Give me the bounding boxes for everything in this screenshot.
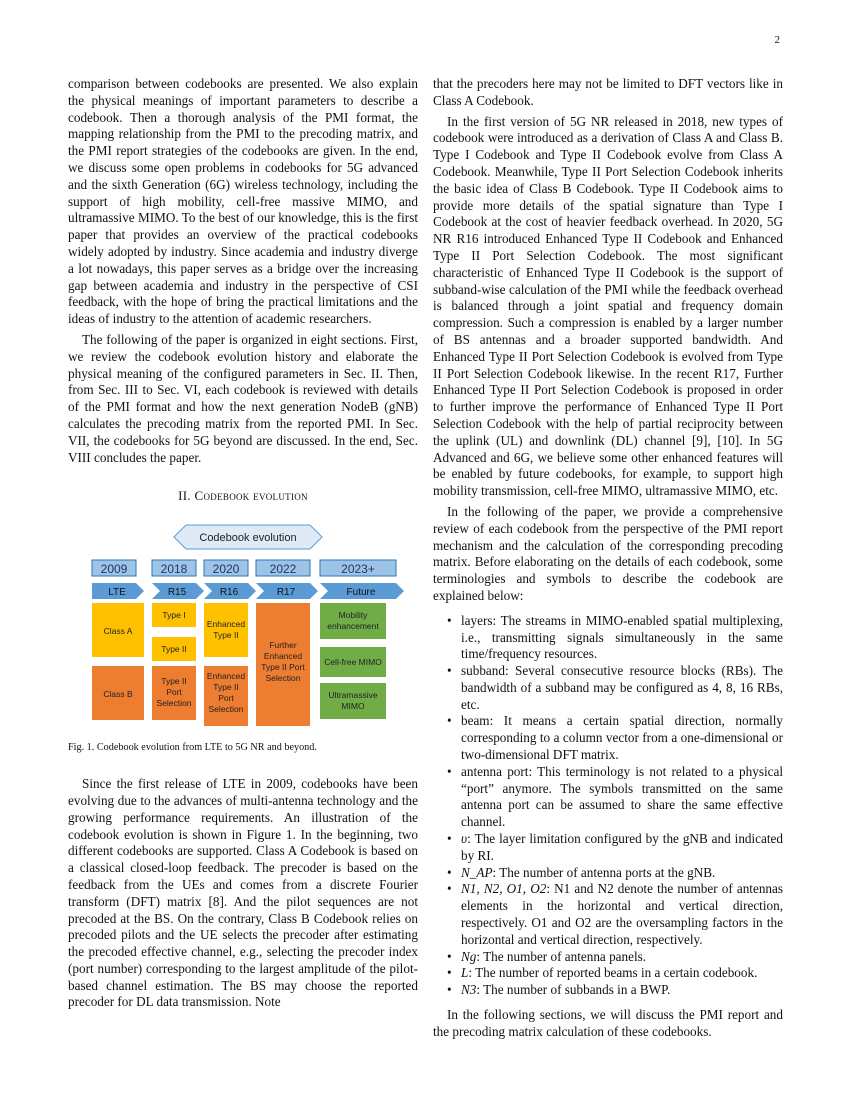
right-paragraph-1: that the precoders here may not be limited to DFT vectors like in Class A Codebook.: [433, 76, 783, 108]
term-item: • layers: The streams in MIMO-enabled spatial multiplexing, i.e., transmitting signals simultaneously in the same time/frequency resources.: [461, 613, 783, 663]
year-label: 2009: [100, 562, 128, 577]
left-paragraph-3: Since the first release of LTE in 2009, codebooks have been evolving due to the advances of multi-antenna technology and the growing performance requirements. An illustration of the codebook evolution is shown in Figure 1. In the beginning, two different codebooks are supported. Class A Codebook is based on a classical closed-loop feedback. The precoder is based on the feedback from the UEs and comes from a discrete Fourier transform (DFT) matrix [8]. And the pilot sequences are not precoded at the BS. On the contrary, Class B Codebook relies on precoded pilots and the UE selects the precoder after estimating the precoded effective channel, e.g., selecting the precoder index (port number) corresponding to the largest amplitude of the pilot-based channel estimation. The BS may choose the reported precoder for DL data transmission. Note: [68, 776, 418, 1010]
term-item: • antenna port: This terminology is not related to a physical “port” anymore. The symbols transmitted on the same antenna port can be assumed to share the same effective channel.: [461, 764, 783, 831]
section-title: Codebook evolution: [194, 488, 308, 504]
term-item: • υ: The layer limitation configured by the gNB and indicated by RI.: [461, 831, 783, 865]
type-i-label: Type I: [162, 610, 186, 621]
banner-text: Codebook evolution: [199, 532, 297, 545]
term-item: • N1, N2, O1, O2: N1 and N2 denote the number of antennas elements in the horizontal and vertical direction, respectively. O1 and O2 are the oversampling factors in the horizontal and vertical direction, respectively.: [461, 881, 783, 948]
release-label: R15: [167, 587, 187, 599]
year-row: [92, 560, 396, 576]
term-item: • Ng: The number of antenna panels.: [461, 949, 783, 966]
mobility-enhancement-label: Mobility enhancement: [327, 610, 379, 632]
release-label: R17: [276, 587, 296, 599]
terminology-list: [433, 613, 783, 999]
type-ii-port-selection-label: Type II Port Selection: [156, 676, 192, 709]
year-label: 2022: [269, 562, 297, 577]
left-paragraph-1: comparison between codebooks are presented. We also explain the physical meanings of important parameters to describe a codebook. Then a thorough analysis of the PMI format, the mapping relationship from the PMI to the precoding matrix, and the PMI report strategies of the codebooks are given. In the end, we discuss some open problems in codebooks for 5G advanced and the sixth Generation (6G) wireless technology, including the support of high mobility, cell-free massive MIMO, and ultramassive MIMO. To the best of our knowledge, this is the first paper that provides an overview of the practical codebooks widely adopted by industry. Since academia and industry diverge a lot nowadays, this paper serves as a bridge over the increasing gap between academia and industry in the perspective of CSI feedback, with the hope of bring the practical limitations and the ideas of industry to the attention of academic researchers.: [68, 76, 418, 327]
further-enhanced-label: Further Enhanced Type II Port Selection: [261, 640, 305, 684]
left-paragraph-2: The following of the paper is organized in eight sections. First, we review the codebook evolution history and elaborate the physical meaning of the configured parameters in Sec. II. Then, from Sec. III to Sec. VI, each codebook is reviewed with details of the PMI format and how the next generation NodeB (gNB) calculates the precoding matrix from the reported PMI. In Sec. VII, the codebooks for 5G beyond are discussed. In the end, Sec. VIII concludes the paper.: [68, 331, 418, 465]
right-paragraph-4: In the following sections, we will discuss the PMI report and the precoding matrix calculation of these codebooks.: [433, 1007, 783, 1039]
term-item: • subband: Several consecutive resource blocks (RBs). The bandwidth of a subband may be configured as 4, 8, 16 RBs, etc.: [461, 663, 783, 713]
type-ii-label: Type II: [161, 644, 187, 655]
class-b-label: Class B: [103, 689, 133, 700]
term-item: • beam: It means a certain spatial direction, normally corresponding to a column vector from a one-dimensional or two-dimensional DFT matrix.: [461, 713, 783, 763]
term-item: • N3: The number of subbands in a BWP.: [461, 982, 783, 999]
year-label: 2018: [160, 562, 188, 577]
release-label: R16: [219, 587, 239, 599]
term-item: • L: The number of reported beams in a certain codebook.: [461, 965, 783, 982]
year-label: 2020: [212, 562, 240, 577]
right-paragraph-2: In the first version of 5G NR released in 2018, new types of codebook were introduced as a derivation of Class A and Class B. Type I Codebook and Type II Codebook evolve from Class A Codebook. Meanwhile, Type II Port Selection Codebook inherits the basic idea of Class B Codebook. Type II Codebook aims to provide more details of the spatial signature than Type I Codebook at the cost of heavier feedback overhead. In 2020, 5G NR R16 introduced Enhanced Type II Codebook and Enhanced Type II Port Selection Codebook. The most significant characteristic of Enhanced Type II Codebook is the support of subband-wise calculation of the PMI while the feedback overhead is balanced through a joint spatial and frequency domain compression. Such a compression is enabled by a larger number of BS antennas and a broader supported bandwidth. And Enhanced Type II Port Selection Codebook is evolved from Type II Port Selection Codebook likewise. In the recent R17, Further Enhanced Type II Port Selection Codebook is proposed in order to further improve the performance of Enhanced Type II Port Selection Codebook with the help of partial reciprocity between the uplink (UL) and downlink (DL) channel [9], [10]. In 5G Advanced and 6G, we believe some other enhanced features will be enabled by future codebooks, for example, to support high mobility transmission, cell-free MIMO, ultramassive MIMO, etc.: [433, 113, 783, 499]
enhanced-type-ii-label: Enhanced Type II: [206, 619, 246, 641]
class-a-label: Class A: [103, 626, 133, 637]
release-label: LTE: [108, 587, 126, 599]
year-label: 2023+: [341, 562, 375, 577]
term-item: • N_AP: The number of antenna ports at the gNB.: [461, 865, 783, 882]
release-label: Future: [346, 587, 376, 599]
cell-free-mimo-label: Cell-free MIMO: [324, 657, 382, 668]
release-row: [92, 583, 404, 599]
right-column: [433, 76, 783, 1041]
ultramassive-mimo-label: Ultramassive MIMO: [328, 690, 378, 712]
enhanced-type-ii-port-selection-label: Enhanced Type II Port Selection: [206, 671, 246, 715]
page-number: 2: [774, 34, 780, 46]
right-paragraph-3: In the following of the paper, we provide a comprehensive review of each codebook from the perspective of the PMI report mechanism and the calculation of the corresponding precoding matrix. Before elaborating on the details of each codebook, some terminologies and symbols to describe the codebook are explained below:: [433, 503, 783, 603]
section-heading: [68, 488, 418, 505]
left-column: [68, 76, 418, 1011]
section-number: II.: [178, 488, 191, 504]
figure-caption: Fig. 1. Codebook evolution from LTE to 5G NR and beyond.: [68, 742, 317, 754]
codebook-evolution-figure: [68, 517, 418, 731]
